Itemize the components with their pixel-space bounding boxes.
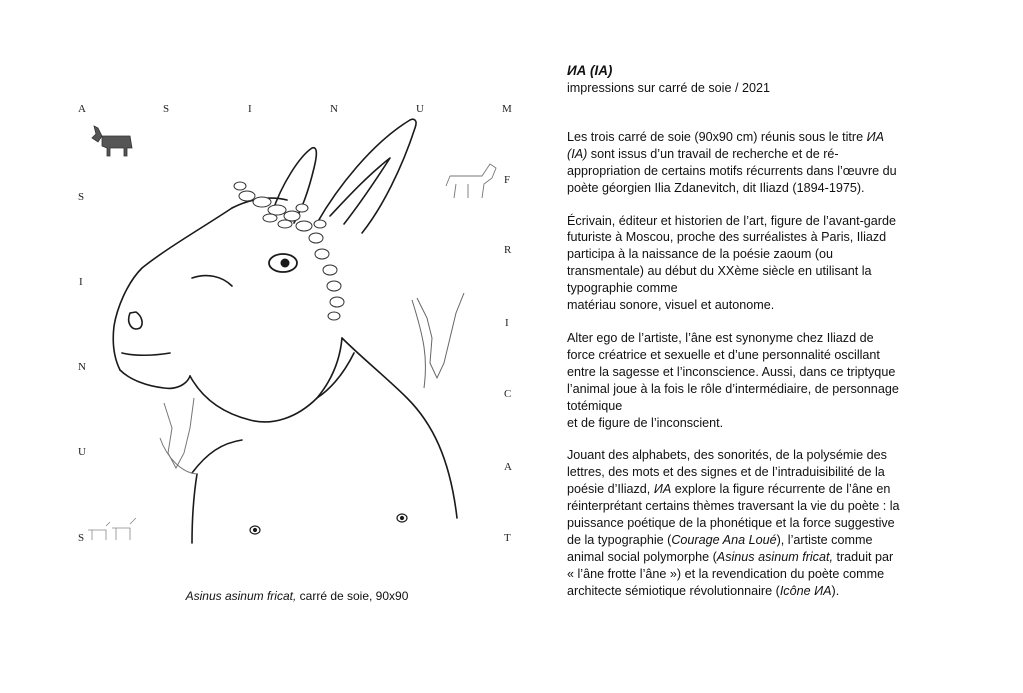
text-run: animal social polymorphe ( (567, 549, 717, 564)
text-line: puissance poétique de la phonétique et la force suggestive (567, 516, 895, 531)
paragraph-themes (567, 447, 959, 599)
text-line: futuriste à Moscou, proche des surréalistes à Paris, Iliazd (567, 230, 887, 245)
paragraph-biography (567, 213, 959, 314)
text-line: poète géorgien Ilia Zdanevitch, dit Iliazd (1894-1975). (567, 180, 865, 195)
paragraph-alter-ego (567, 330, 959, 431)
text-run-italic: Icône ИА (779, 583, 832, 598)
border-letter: S (78, 532, 85, 544)
text-line: typographie comme (567, 281, 678, 296)
border-letter: M (502, 103, 513, 115)
border-letter: R (504, 244, 512, 256)
text-line: et de figure de l’inconscient. (567, 415, 724, 430)
border-letter: I (248, 103, 253, 115)
text-line: entre la sagesse et l’inconscience. Aussi, dans ce triptyque (567, 364, 896, 379)
work-title: ИА (IA) (567, 63, 613, 78)
text-line: participa à la naissance de la poésie zaoum (ou (567, 247, 834, 262)
text-run: ), l’artiste comme (776, 532, 873, 547)
text-line: Jouant des alphabets, des sonorités, de la polysémie des (567, 448, 887, 463)
border-letter: U (416, 103, 425, 115)
text-line: matériau sonore, visuel et autonome. (567, 298, 775, 313)
paragraph-intro (567, 129, 959, 197)
text-line: Écrivain, éditeur et historien de l’art, figure de l’avant-garde (567, 213, 897, 228)
text-line: force créatrice et sexuelle et d’une personnalité oscillant (567, 347, 880, 362)
border-letter: C (504, 388, 512, 400)
text-run: ). (831, 583, 840, 598)
border-letter: I (79, 276, 84, 288)
border-letter: S (163, 103, 170, 115)
text-run: de la typographie ( (567, 532, 672, 547)
text-line: lettres, des mots et des signes et de l’intraduisibilité de la (567, 465, 885, 480)
text-run-italic: ИА (866, 129, 884, 144)
caption-title: Asinus asinum fricat, (185, 589, 297, 603)
silk-scarf-artwork (72, 98, 522, 548)
border-letter: U (78, 446, 87, 458)
text-run-italic: Asinus asinum fricat, (716, 549, 833, 564)
text-run: sont issus d’un travail de recherche et de ré- (587, 146, 839, 161)
description-column (567, 62, 959, 616)
text-run: architecte sémiotique révolutionnaire ( (567, 583, 780, 598)
text-run: poésie d’Iliazd, (567, 482, 654, 497)
text-run: traduit par (832, 549, 894, 564)
artwork-caption (72, 589, 522, 603)
caption-details: carré de soie, 90x90 (296, 589, 409, 603)
text-run-italic: Courage Ana Loué (671, 532, 777, 547)
donkey-drawing (72, 98, 522, 548)
text-line: réinterprétant certains thèmes traversant la vie du poète : la (567, 499, 900, 514)
border-letter: F (504, 174, 511, 186)
text-line: transmentale) au début du XXème siècle en utilisant la (567, 264, 872, 279)
border-letter: A (504, 461, 513, 473)
text-line: l’animal joue à la fois le rôle d’intermédiaire, de personnage (567, 381, 899, 396)
text-line: appropriation de certains motifs récurrents dans l’œuvre du (567, 163, 897, 178)
text-run: explore la figure récurrente de l’âne en (671, 482, 891, 497)
border-letter: T (504, 532, 512, 544)
border-letter: A (78, 103, 87, 115)
text-line: totémique (567, 398, 623, 413)
text-line: « l’âne frotte l’âne ») et la revendication du poète comme (567, 566, 885, 581)
text-run-italic: ИА (653, 482, 672, 497)
work-subtitle: impressions sur carré de soie / 2021 (567, 81, 770, 95)
border-letter: N (78, 361, 87, 373)
text-run-italic: (IA) (567, 146, 588, 161)
text-line: Alter ego de l’artiste, l’âne est synonyme chez Iliazd de (567, 330, 874, 345)
border-letter: S (78, 191, 85, 203)
border-letter: I (505, 317, 510, 329)
text-run: Les trois carré de soie (90x90 cm) réunis sous le titre (567, 129, 867, 144)
border-letter: N (330, 103, 339, 115)
